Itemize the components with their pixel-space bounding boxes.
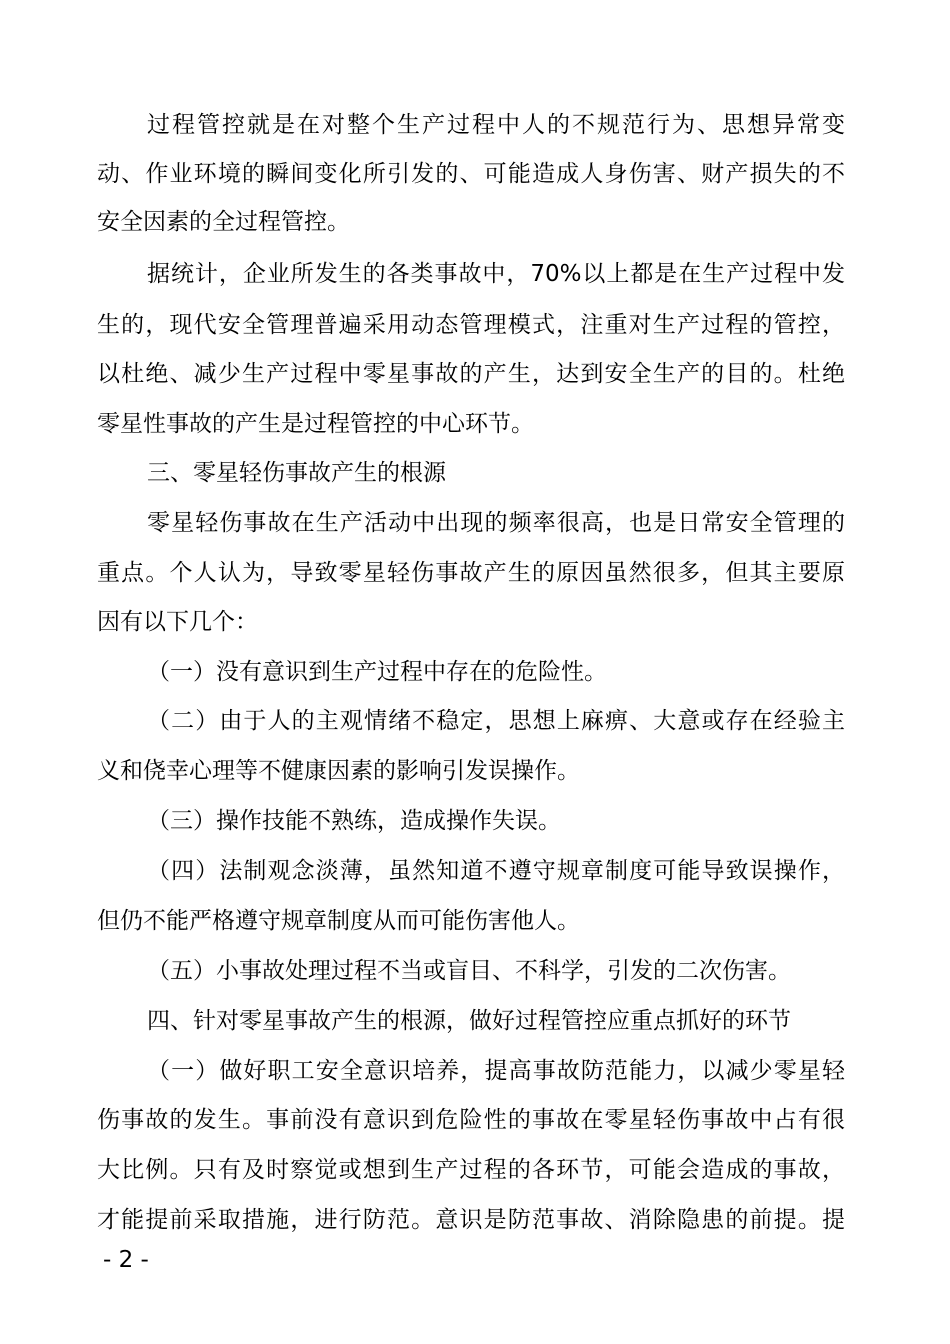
- list-item: （四）法制观念淡薄，虽然知道不遵守规章制度可能导致误操作，: [147, 858, 845, 884]
- text-line: 重点。个人认为，导致零星轻伤事故产生的原因虽然很多，但其主要原: [97, 560, 845, 586]
- text-line: 才能提前采取措施，进行防范。意识是防范事故、消除隐患的前提。提: [97, 1207, 845, 1233]
- text-line: 安全因素的全过程管控。: [97, 209, 350, 235]
- section-heading: 四、针对零星事故产生的根源，做好过程管控应重点抓好的环节: [147, 1008, 791, 1034]
- list-item: （五）小事故处理过程不当或盲目、不科学，引发的二次伤害。: [147, 958, 791, 984]
- page-number: - 2 -: [103, 1247, 149, 1273]
- list-item: （一）做好职工安全意识培养，提高事故防范能力，以减少零星轻: [147, 1058, 845, 1084]
- list-item: （二）由于人的主观情绪不稳定，思想上麻痹、大意或存在经验主: [147, 708, 845, 734]
- text-line: 动、作业环境的瞬间变化所引发的、可能造成人身伤害、财产损失的不: [97, 161, 845, 187]
- text-line: 零星性事故的产生是过程管控的中心环节。: [97, 411, 534, 437]
- text-line: 大比例。只有及时察觉或想到生产过程的各环节，可能会造成的事故，: [97, 1157, 845, 1183]
- text-line: 以杜绝、减少生产过程中零星事故的产生，达到安全生产的目的。杜绝: [97, 361, 845, 387]
- text-line: 义和侥幸心理等不健康因素的影响引发误操作。: [97, 758, 580, 784]
- text-line: 生的，现代安全管理普遍采用动态管理模式，注重对生产过程的管控，: [97, 312, 845, 338]
- text-line: 据统计，企业所发生的各类事故中，70%以上都是在生产过程中发: [147, 261, 845, 287]
- list-item: （三）操作技能不熟练，造成操作失误。: [147, 808, 561, 834]
- text-line: 零星轻伤事故在生产活动中出现的频率很高，也是日常安全管理的: [147, 510, 845, 536]
- text-line: 因有以下几个：: [97, 609, 258, 635]
- text-line: 但仍不能严格遵守规章制度从而可能伤害他人。: [97, 908, 580, 934]
- text-line: 过程管控就是在对整个生产过程中人的不规范行为、思想异常变: [147, 112, 845, 138]
- list-item: （一）没有意识到生产过程中存在的危险性。: [147, 659, 607, 685]
- text-line: 伤事故的发生。事前没有意识到危险性的事故在零星轻伤事故中占有很: [97, 1107, 845, 1133]
- section-heading: 三、零星轻伤事故产生的根源: [147, 460, 446, 486]
